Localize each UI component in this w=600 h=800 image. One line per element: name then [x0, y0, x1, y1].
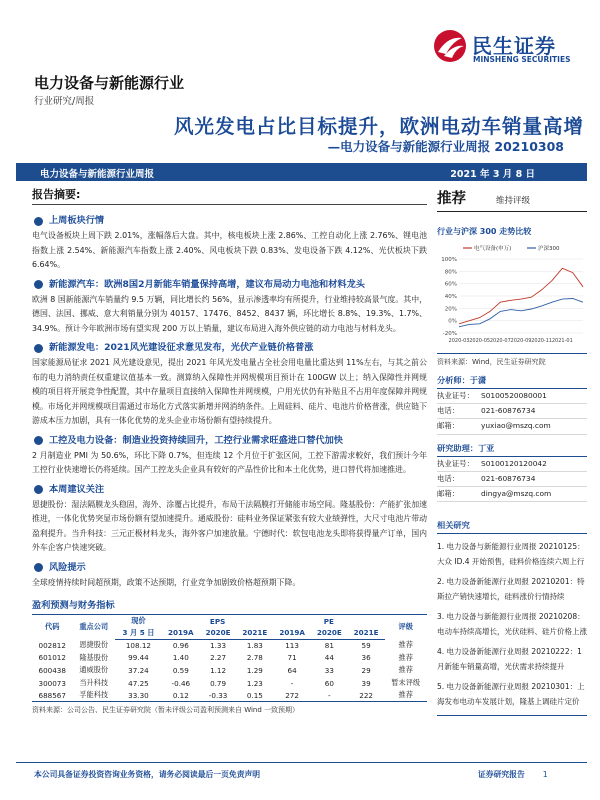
analyst-heading: 分析师：于潇	[437, 370, 587, 389]
page-number: 1	[542, 770, 548, 779]
analyst-cert: 执业证号： S0100520080001	[437, 389, 587, 404]
financial-table	[32, 615, 427, 702]
section-heading: 新能源汽车：欧洲8国2月新能车销量保持高增，建议布局动力电池和材料龙头	[49, 278, 365, 290]
assistant-cert: 执业证号： S0100120120042	[437, 457, 587, 472]
assistant-heading: 研究助理：丁亚	[437, 438, 587, 457]
section-body: 欧洲 8 国新能源汽车销量约 9.5 万辆，同比增长约 56%，显示渗透率均有所提升，行业维持较高景气度。其中，德国、法国、挪威、意大利销量分别为 40157、17476、8452、8437 辆，环比增长 8.8%、19.3%、1.7%、34.9%。预计今年欧洲市场有望实现 200 万以上销量，建议布局进入海外供应链的动力电池与材料龙头。	[32, 294, 427, 333]
table-source: 资料来源：公司公告、民生证券研究院（暂未评级公司盈利预测来自 Wind 一致预期）	[32, 706, 300, 715]
section-heading: 新能源发电：2021风光建设征求意见发布，光伏产业链价格普涨	[49, 342, 314, 353]
chart-container	[437, 241, 587, 354]
summary-section	[32, 213, 427, 273]
related-report-link[interactable]: 1. 电力设备与新能源行业周报 20210125：大众 ID.4 开始预售，硅料价格连续六周上行	[437, 542, 585, 566]
trend-chart	[437, 241, 587, 349]
recommend-label: 推荐	[437, 191, 466, 207]
summary-column	[32, 183, 427, 748]
bullet-dot-icon	[34, 217, 43, 226]
chart-ytick-label: 80%	[444, 269, 457, 276]
analyst-email: 邮箱： yuxiao@mszq.com	[437, 419, 587, 434]
table-row: 601012 隆基股份 99.44 1.40 2.27 2.78 71 44 36 推荐	[38, 652, 413, 663]
financial-table-title: 盈利预测与财务指标	[32, 594, 427, 615]
section-body: 2 月制造业 PMI 为 50.6%，环比下降 0.7%，但连续 12 个月位于扩张区间，工控下游需求較好，我们预计今年工控行业快速增长仍将延续。国产工控龙头企业具有较好的产品性价比和本土化优势，进口替代将加速推进。	[32, 450, 427, 474]
report-title: 风光发电占比目标提升，欧洲电动车销量高增	[173, 115, 584, 138]
col-rating: 评级	[398, 622, 413, 631]
chart-source: 资料来源：Wind，民生证券研究院	[437, 358, 546, 366]
summary-section	[32, 560, 427, 591]
bullet-dot-icon	[34, 563, 43, 572]
chart-ytick-label: 20%	[444, 306, 457, 313]
footer-disclaimer: 本公司具备证券投资咨询业务资格，请务必阅读最后一页免责声明	[34, 770, 261, 779]
section-body: 电气设备板块上周下跌 2.01%，涨幅落后大盘。其中，核电板块上涨 2.86%、工控自动化上涨 2.76%、锂电池指数上涨 2.54%、新能源汽车指数上涨 2.40%、风电板块下跌 0.83%、发电设备下跌 4.12%、光伏板块下跌 6.64%。	[32, 231, 427, 269]
assistant-email: 邮箱： dingya@mszq.com	[437, 487, 587, 502]
logo-name-cn: 民生证券	[472, 34, 556, 58]
summary-section	[32, 482, 427, 556]
related-report-link[interactable]: 3. 电力设备与新能源行业周报 20210208：电动车持续高增长，光伏硅料、硅片价格上涨	[437, 612, 587, 636]
chart-legend-label: 电气设备(申万)	[474, 246, 512, 252]
section-body: 国家能源局征求 2021 风光建设意见，提出 2021 年风光发电量占全社会用电量比重达到 11%左右，与其之前公布的电力消纳责任权重建议值基本一致。测算纳入保障性并网规模项目预计在 100GW 以上；纳入保障性并网规模的项目将开展竞争性配置，其中存量项目直接纳入保障性并网规模，户用光伏仍有补贴且不占用年度保障并网规模。市场化并网规模项目需通过市场化方式落实新增并网消纳条件。上周硅料、硅片、电池片价格普涨，供应链下游成本压力加剧，具有一体化优势的龙头企业市场份额有望持续提升。	[32, 358, 427, 425]
chart-xtick-label: 2020-09	[510, 338, 532, 344]
bullet-dot-icon	[34, 436, 43, 445]
summary-section	[32, 340, 427, 429]
related-research-list	[437, 540, 587, 716]
section-heading: 风险提示	[49, 561, 86, 573]
summary-title: 报告摘要:	[32, 183, 427, 205]
col-year: 2019A	[273, 627, 311, 639]
rating-box	[437, 183, 587, 212]
summary-section	[32, 433, 427, 478]
summary-section	[32, 277, 427, 337]
band-report-name: 电力设备与新能源行业周报	[40, 169, 155, 180]
col-pe: PE	[323, 616, 334, 626]
bullet-dot-icon	[34, 344, 43, 353]
chart-ytick-label: -20%	[442, 331, 457, 337]
related-report-link[interactable]: 4. 电力设备新能源行业周报 20210222：1月新能车销量高增，光伏需求持续提升	[437, 647, 582, 671]
analyst-phone: 电话： 021-60876734	[437, 404, 587, 419]
col-year: 2021E	[348, 627, 385, 639]
col-name: 重点公司	[79, 622, 109, 631]
chart-ytick-label: 0%	[448, 318, 457, 325]
logo-name-en: MINSHENG SECURITIES	[473, 55, 571, 64]
table-row: 300073 当升科技 47.25 -0.46 0.79 1.23 - 60 39 暂未评级	[38, 678, 421, 688]
col-year: 2021E	[236, 627, 273, 639]
related-report-link[interactable]: 2. 电力设备新能源行业周报 20210201：特斯拉产销快速增长，硅料涨价行情持续	[437, 577, 585, 601]
chart-ytick-label: 100%	[441, 257, 457, 263]
chart-title: 行业与沪深 300 走势比较	[437, 227, 532, 236]
section-body: 全球疫情持续时间超预期，政策不达预期，行业竞争加剧致价格超预期下降。	[32, 577, 301, 587]
section-heading: 上周板块行情	[49, 215, 105, 226]
sidebar	[437, 183, 587, 748]
chart-xtick-label: 2020-07	[489, 338, 511, 344]
chart-xtick-label: 2020-05	[469, 338, 491, 344]
minsheng-logo	[432, 28, 582, 68]
col-year: 2020E	[311, 627, 348, 639]
chart-xtick-label: 2020-03	[448, 338, 470, 344]
section-heading: 工控及电力设备：制造业投资持续回升，工控行业需求旺盛进口替代加快	[49, 434, 343, 446]
title-band	[16, 163, 587, 181]
industry-label: 电力设备与新能源行业	[34, 74, 185, 92]
col-code: 代码	[45, 622, 60, 631]
col-year: 2020E	[200, 627, 237, 639]
chart-ytick-label: 60%	[444, 281, 457, 288]
col-price: 现价	[131, 616, 146, 625]
footer-doctype: 证券研究报告 1	[478, 770, 548, 779]
col-price-date: 3 月 5 日	[115, 627, 162, 639]
chart-series-line	[459, 299, 583, 327]
related-report-link[interactable]: 5. 电力设备新能源行业周报 20210301：上海发布电动车发展计划，隆基上调硅片定价	[437, 682, 585, 706]
chart-ytick-label: 40%	[444, 294, 457, 300]
chart-xtick-label: 2021-01	[551, 338, 573, 344]
table-row: 600438 通威股份 37.24 0.59 1.12 1.29 64 33 29 推荐	[38, 665, 413, 675]
col-year: 2019A	[162, 627, 200, 639]
chart-legend-label: 沪深300	[538, 246, 560, 252]
section-body: 恩捷股份：湿法隔膜龙头稳固，海外、涂覆占比提升，布局干法隔膜打开储能市场空间。隆基股份：产能扩张加速推进，一体化优势突显市场份额有望加速提升。通威股份：硅料业务保证紧张有较大业绩弹性，大尺寸电池片带动盈利提升。当升科技：三元正极材料龙头，海外客户加速放量。宁德时代：软包电池龙头即将获得量产订单，国内外车企客户快速突破。	[32, 499, 427, 552]
table-row: 688567 孚能科技 33.30 0.12 -0.33 0.15 272 - 222 推荐	[32, 689, 427, 702]
related-research-heading: 相关研究	[437, 516, 587, 534]
section-heading: 本周建议关注	[49, 483, 105, 495]
bullet-dot-icon	[34, 485, 43, 494]
band-date: 2021 年 3 月 8 日	[450, 169, 535, 180]
footer-divider	[16, 762, 587, 763]
minsheng-logo-icon	[432, 28, 468, 64]
report-subtitle: —电力设备与新能源行业周报 20210308	[327, 139, 564, 154]
assistant-phone: 电话： 021-60876734	[437, 472, 587, 487]
chart-xtick-label: 2020-11	[531, 338, 553, 344]
table-row: 002812 恩捷股份 108.12 0.96 1.33 1.83 113 81 59 推荐	[38, 640, 413, 651]
rating-label: 维持评级	[496, 196, 531, 206]
col-eps: EPS	[209, 616, 226, 626]
report-category: 行业研究/周报	[34, 96, 95, 107]
bullet-dot-icon	[34, 280, 43, 289]
